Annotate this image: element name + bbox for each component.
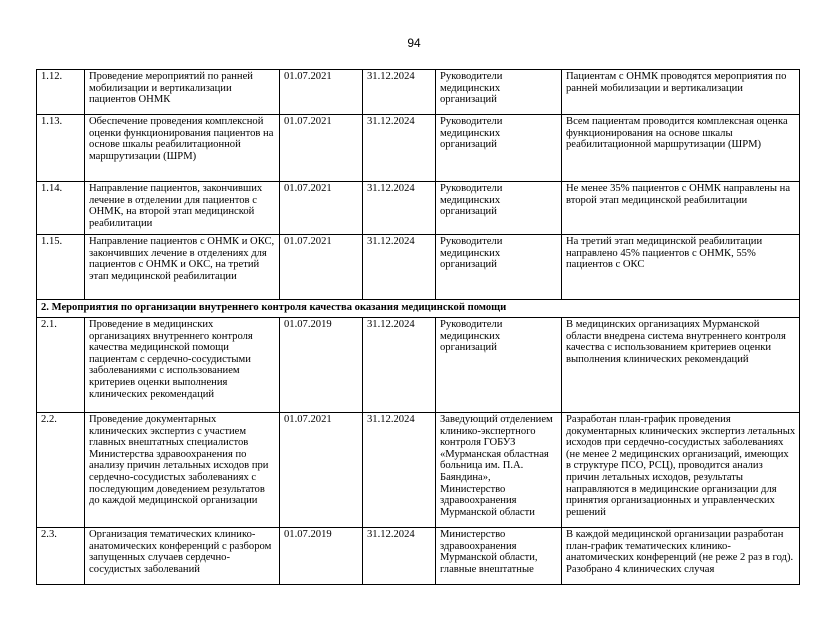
start-date-cell: 01.07.2021	[280, 182, 363, 235]
row-number: 2.1.	[37, 318, 85, 413]
section-header-row	[37, 300, 800, 318]
activity-cell: Проведение в медицинских организациях внутреннего контроля качества медицинской помощи пациентам с сердечно-сосудистыми заболеваниями с использованием критериев оценки выполнения клинических рекомендаций	[85, 318, 280, 413]
responsible-cell: Руководители медицинских организаций	[436, 70, 562, 115]
result-cell: Всем пациентам проводится комплексная оценка функционирования на основе шкалы реабилитационной маршрутизации (ШРМ)	[562, 115, 800, 182]
responsible-cell: Руководители медицинских организаций	[436, 115, 562, 182]
start-date-cell: 01.07.2021	[280, 413, 363, 528]
activity-plan-table	[36, 69, 800, 585]
start-date-cell: 01.07.2021	[280, 70, 363, 115]
row-number: 1.13.	[37, 115, 85, 182]
end-date-cell: 31.12.2024	[363, 70, 436, 115]
end-date-cell: 31.12.2024	[363, 182, 436, 235]
start-date-cell: 01.07.2019	[280, 528, 363, 585]
row-number: 1.15.	[37, 235, 85, 300]
responsible-cell: Руководители медицинских организаций	[436, 318, 562, 413]
table-row	[37, 70, 800, 115]
start-date-cell: 01.07.2021	[280, 235, 363, 300]
row-number: 2.2.	[37, 413, 85, 528]
result-cell: На третий этап медицинской реабилитации направлено 45% пациентов с ОНМК, 55% пациентов с ОКС	[562, 235, 800, 300]
table-row	[37, 182, 800, 235]
table-row	[37, 235, 800, 300]
result-cell: В медицинских организациях Мурманской области внедрена система внутреннего контроля качества с использованием критериев оценки выполнения клинических рекомендаций	[562, 318, 800, 413]
result-cell: Не менее 35% пациентов с ОНМК направлены на второй этап медицинской реабилитации	[562, 182, 800, 235]
activity-cell: Направление пациентов с ОНМК и ОКС, закончивших лечение в отделениях для пациентов с ОНМК и ОКС, на третий этап медицинской реабилитации	[85, 235, 280, 300]
responsible-cell: Заведующий отделением клинико-экспертного контроля ГОБУЗ «Мурманская областная больница им. П.А. Баяндина», Министерство здравоохранения Мурманской области	[436, 413, 562, 528]
table-row	[37, 528, 800, 585]
end-date-cell: 31.12.2024	[363, 235, 436, 300]
responsible-cell: Руководители медицинских организаций	[436, 182, 562, 235]
responsible-cell: Руководители медицинских организаций	[436, 235, 562, 300]
activity-cell: Обеспечение проведения комплексной оценки функционирования пациентов на основе шкалы реабилитационной маршрутизации (ШРМ)	[85, 115, 280, 182]
row-number: 2.3.	[37, 528, 85, 585]
responsible-cell: Министерство здравоохранения Мурманской области, главные внештатные	[436, 528, 562, 585]
result-cell: Разработан план-график проведения документарных клинических экспертиз летальных исходов при сердечно-сосудистых заболеваниях (не менее 2 медицинских организаций, имеющих в структуре ПСО, РСЦ), проводится анализ причин летальных исходов, результаты направляются в медицинские организации для принятия организационных и управленческих решений	[562, 413, 800, 528]
end-date-cell: 31.12.2024	[363, 318, 436, 413]
page-number: 94	[407, 36, 421, 50]
result-cell: В каждой медицинской организации разработан план-график тематических клинико-анатомических конференций (не реже 2 раз в год). Разобрано 4 клинических случая	[562, 528, 800, 585]
table-row	[37, 413, 800, 528]
section-title: 2. Мероприятия по организации внутреннего контроля качества оказания медицинской помощи	[37, 300, 800, 318]
row-number: 1.14.	[37, 182, 85, 235]
table-row	[37, 115, 800, 182]
activity-cell: Организация тематических клинико-анатомических конференций с разбором запущенных случаев сердечно-сосудистых заболеваний	[85, 528, 280, 585]
activity-cell: Проведение мероприятий по ранней мобилизации и вертикализации пациентов ОНМК	[85, 70, 280, 115]
activity-cell: Проведение документарных клинических экспертиз с участием главных внештатных специалистов Министерства здравоохранения по анализу причин летальных исходов при сердечно-сосудистых заболеваниях с последующим доведением результатов до каждой медицинской организации	[85, 413, 280, 528]
row-number: 1.12.	[37, 70, 85, 115]
start-date-cell: 01.07.2021	[280, 115, 363, 182]
activity-cell: Направление пациентов, закончивших лечение в отделении для пациентов с ОНМК, на второй этап медицинской реабилитации	[85, 182, 280, 235]
end-date-cell: 31.12.2024	[363, 413, 436, 528]
end-date-cell: 31.12.2024	[363, 115, 436, 182]
end-date-cell: 31.12.2024	[363, 528, 436, 585]
table-row	[37, 318, 800, 413]
result-cell: Пациентам с ОНМК проводятся мероприятия по ранней мобилизации и вертикализации	[562, 70, 800, 115]
start-date-cell: 01.07.2019	[280, 318, 363, 413]
